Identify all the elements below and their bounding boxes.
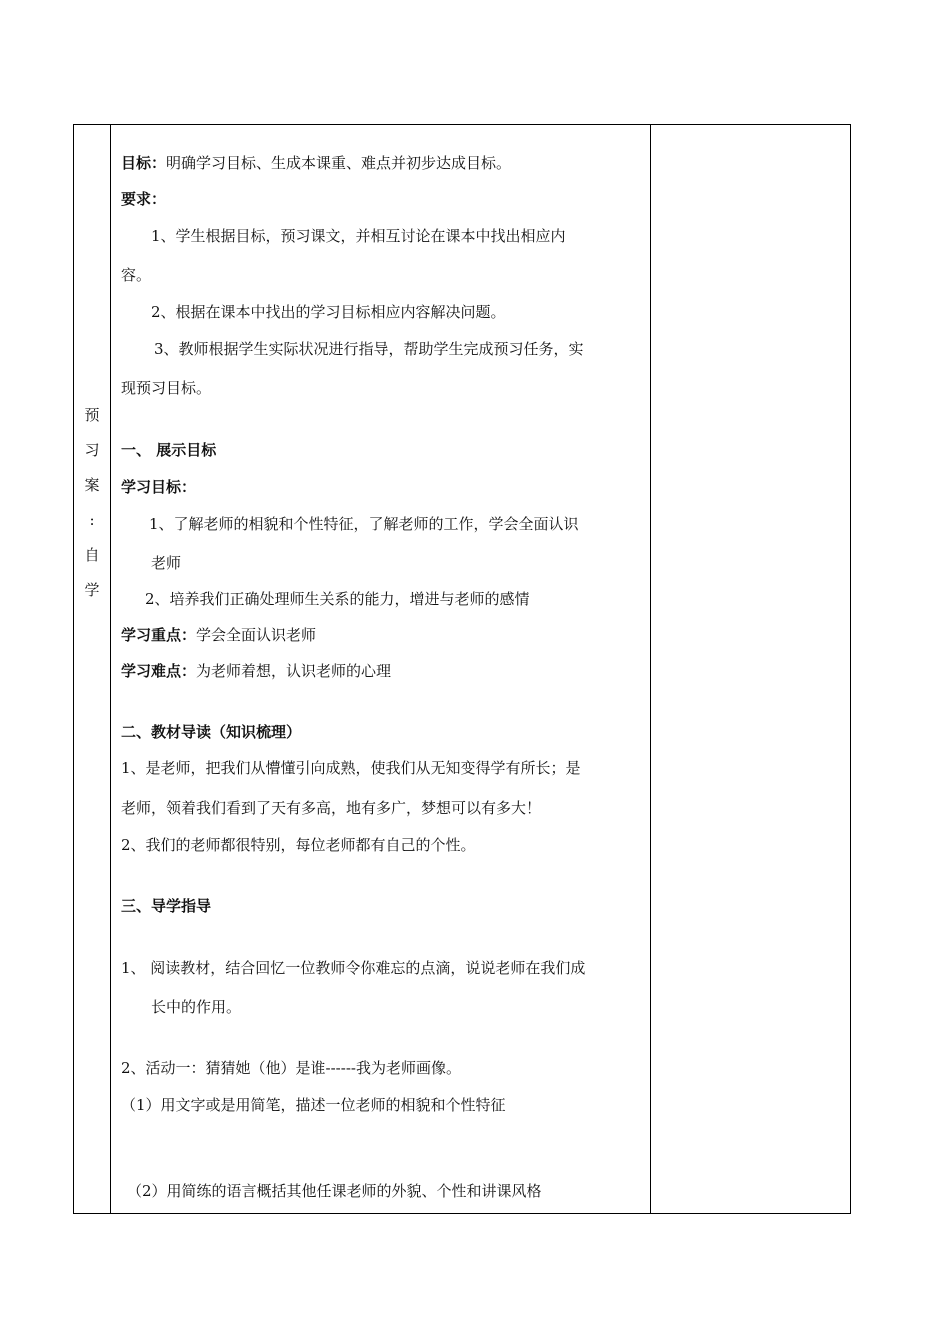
- question-2: 2、活动一：猜猜她（他）是谁------我为老师画像。: [121, 1059, 461, 1077]
- section-2-paragraph-1-line-b: 老师，领着我们看到了天有多高，地有多广，梦想可以有多大！: [121, 799, 542, 817]
- goal-line: [121, 153, 511, 173]
- section-2-paragraph-2: 2、我们的老师都很特别，每位老师都有自己的个性。: [121, 836, 476, 854]
- side-char: :: [89, 511, 95, 529]
- section-2-heading: 二、教材导读（知识梳理）: [121, 723, 302, 741]
- goal-text: 明确学习目标、生成本课重、难点并初步达成目标。: [166, 154, 512, 172]
- requirement-2: 2、根据在课本中找出的学习目标相应内容解决问题。: [151, 303, 506, 321]
- goal-label: 目标：: [121, 154, 167, 172]
- objective-2: 2、培养我们正确处理师生关系的能力，增进与老师的感情: [145, 590, 530, 608]
- requirement-1-line-a: 1、学生根据目标，预习课文，并相互讨论在课本中找出相应内: [151, 227, 566, 245]
- question-2-part-2: （2）用简练的语言概括其他任课老师的外貌、个性和讲课风格: [127, 1182, 542, 1200]
- requirement-3-line-a: 3、教师根据学生实际状况进行指导，帮助学生完成预习任务，实: [154, 340, 584, 358]
- key-point-line: [121, 625, 316, 645]
- requirement-1-line-b: 容。: [121, 266, 152, 284]
- side-column: [74, 125, 111, 1213]
- notes-column: [650, 125, 850, 1213]
- question-1-line-b: 长中的作用。: [151, 998, 242, 1016]
- objectives-label: 学习目标：: [121, 478, 197, 496]
- section-3-heading: 三、导学指导: [121, 897, 212, 915]
- requirement-3-line-b: 现预习目标。: [121, 379, 212, 397]
- key-point-label: 学习重点：: [121, 626, 197, 644]
- objective-1-line-b: 老师: [151, 554, 182, 572]
- requirements-label: 要求：: [121, 190, 167, 208]
- difficulty-label: 学习难点：: [121, 662, 197, 680]
- side-char: 习: [84, 441, 100, 459]
- difficulty-text: 为老师着想，认识老师的心理: [196, 662, 392, 680]
- question-2-part-1: （1）用文字或是用简笔，描述一位老师的相貌和个性特征: [121, 1096, 506, 1114]
- section-2-paragraph-1-line-a: 1、是老师，把我们从懵懂引向成熟，使我们从无知变得学有所长；是: [121, 759, 581, 777]
- side-char: 案: [84, 476, 100, 494]
- side-char: 自: [84, 546, 100, 564]
- worksheet-table: [73, 124, 851, 1214]
- section-1-heading: 一、 展示目标: [121, 441, 217, 459]
- question-1-line-a: 1、 阅读教材，结合回忆一位教师令你难忘的点滴，说说老师在我们成: [121, 959, 586, 977]
- side-label: [74, 398, 110, 608]
- side-char: 学: [84, 581, 100, 599]
- objective-1-line-a: 1、了解老师的相貌和个性特征，了解老师的工作，学会全面认识: [149, 515, 579, 533]
- difficulty-line: [121, 661, 391, 681]
- side-char: 预: [84, 406, 100, 424]
- key-point-text: 学会全面认识老师: [196, 626, 317, 644]
